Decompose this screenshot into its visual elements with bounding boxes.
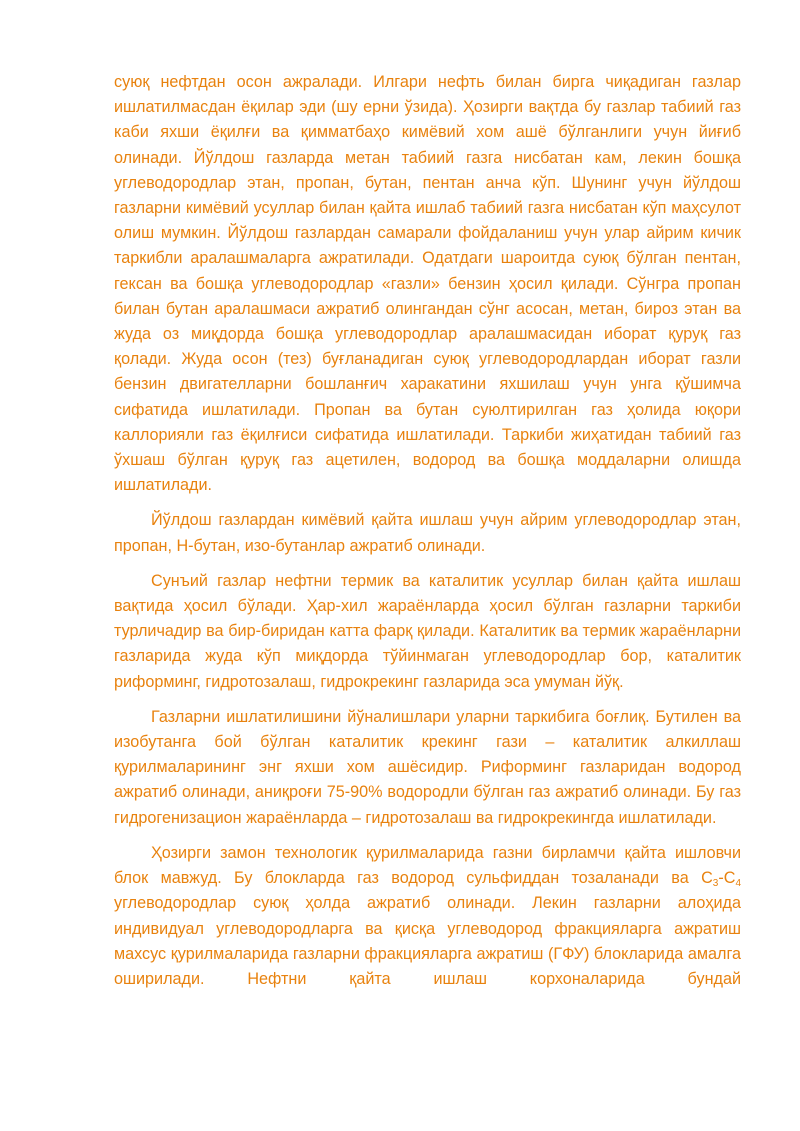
paragraph-5-text-c: углеводородлар суюқ ҳолда ажратиб олинади. Лекин газларни алоҳида индивидуал углеводородларга ва қисқа углеводород фракцияларга ажратиш махсус қурилмаларида газларни фракцияларга ажратиш (ГФУ) блокларида амалга оширилади. Нефтни қайта ишлаш корхоналарида бундай [114, 894, 741, 988]
paragraph-5-text-a: Ҳозирги замон технологик қурилмаларида газни бирламчи қайта ишловчи блок мавжуд. Бу блокларда газ водород сульфиддан тозаланади ва С [114, 843, 741, 888]
paragraph-5 [114, 841, 741, 992]
paragraph-5-text-b: -С [718, 869, 736, 888]
paragraph-2: Йўлдош газлардан кимёвий қайта ишлаш учун айрим углеводородлар этан, пропан, Н-бутан, изо-бутанлар ажратиб олинади. [114, 511, 741, 555]
subscript-4: 4 [735, 878, 741, 890]
document-page [114, 70, 741, 1002]
paragraph-1: суюқ нефтдан осон ажралади. Илгари нефть билан бирга чиқадиган газлар ишлатилмасдан ёқилар эди (шу ерни ўзида). Ҳозирги вақтда бу газлар табиий газ каби яхши ёқилғи ва қимматбаҳо кимёвий хом ашё бўлганлиги учун йиғиб олинади. Йўлдош газларда метан табиий газга нисбатан кам, лекин бошқа углеводородлар этан, пропан, бутан, пентан анча кўп. Шунинг учун йўлдош газларни кимёвий усуллар билан қайта ишлаб табиий газга нисбатан кўп маҳсулот олиш мумкин. Йўлдош газлардан самарали фойдаланиш учун улар айрим кичик таркибли аралашмаларга ажратилади. Одатдаги шароитда суюқ бўлган пентан, гексан ва бошқа углеводородлар «газли» бензин ҳосил қилади. Сўнгра пропан билан бутан аралашмаси ажратиб олингандан сўнг асосан, метан, бироз этан ва жуда оз миқдорда бошқа углеводородлар аралашмасидан иборат қуруқ газ қолади. Жуда осон (тез) буғланадиган суюқ углеводородлардан иборат газли бензин двигателларни бошланғич харакатини яхшилаш учун унга қўшимча сифатида ишлатилади. Пропан ва бутан суюлтирилган газ ҳолида юқори каллорияли газ ёқилғиси сифатида ишлатилади. Таркиби жиҳатидан табиий газ ўхшаш бўлган қуруқ газ ацетилен, водород ва бошқа моддаларни олишда ишлатилади. [114, 73, 741, 495]
paragraph-3: Сунъий газлар нефтни термик ва каталитик усуллар билан қайта ишлаш вақтида ҳосил бўлади. Ҳар-хил жараёнларда ҳосил бўлган газларни таркиби турличадир ва бир-биридан катта фарқ қилади. Каталитик ва термик жараёнларни газларида жуда кўп миқдорда тўйинмаган углеводородлар бор, каталитик риформинг, гидротозалаш, гидрокрекинг газларида эса умуман йўқ. [114, 571, 741, 691]
paragraph-4: Газларни ишлатилишини йўналишлари уларни таркибига боғлиқ. Бутилен ва изобутанга бой бўлган каталитик крекинг гази – каталитик алкиллаш қурилмаларининг энг яхши хом ашёсидир. Риформинг газларидан водород ажратиб олинади, аниқроғи 75-90% водородли бўлган газ ажратиб олинади. Бу газ гидрогенизацион жараёнларда – гидротозалаш ва гидрокрекингда ишлатилади. [114, 707, 741, 827]
subscript-3: 3 [712, 878, 719, 890]
